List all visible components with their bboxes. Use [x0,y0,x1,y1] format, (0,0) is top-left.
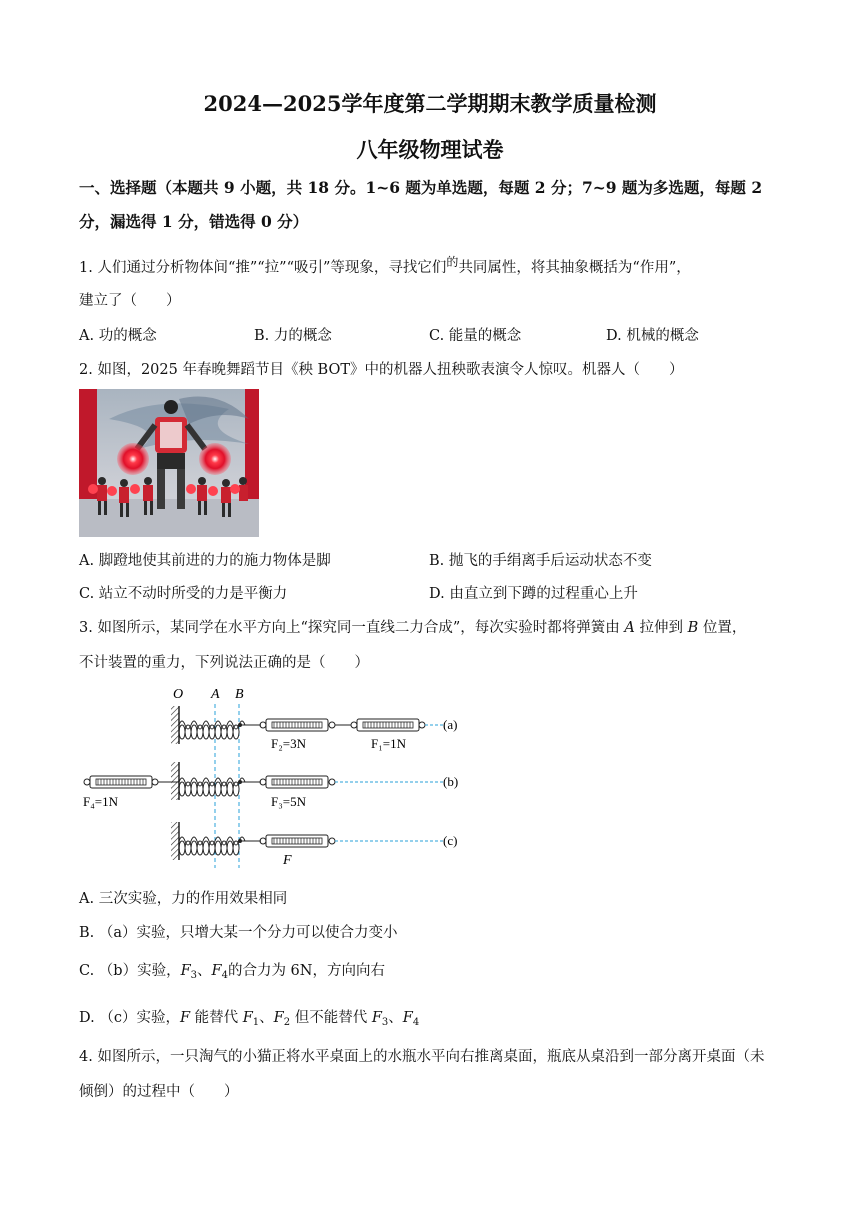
point-a-label: A [211,687,220,702]
question-3-line1: 3. 如图所示，某同学在水平方向上“探究同一直线二力合成”，每次实验时都将弹簧由 A 拉伸到 B 位置， [79,620,747,636]
row-b-label: (b) [443,774,459,789]
row-c-label: (c) [443,833,458,848]
section-heading-line2: 分，漏选得 1 分，错选得 0 分） [79,212,309,231]
question-2-text: 2. 如图，2025 年春晚舞蹈节目《秧 BOT》中的机器人扭秧歌表演令人惊叹。机器人（ ） [79,362,684,378]
question-4-line1: 4. 如图所示，一只淘气的小猫正将水平桌面上的水瓶水平向右推离桌面，瓶底从桌沿到一部分离开桌面（未 [79,1049,765,1065]
row-a-label: (a) [443,717,458,732]
question-1-line1: 1. 人们通过分析物体间“推”“拉”“吸引”等现象，寻找它们$^的$共同属性，将其抽象概括为“作用”， [79,255,691,276]
q3-option-b[interactable]: B. （a）实验，只增大某一个分力可以使合力变小 [79,925,398,941]
robot-dance-photo [79,389,259,537]
question-1-line2: 建立了（ ） [79,293,181,309]
f2-label: F₂=3N [271,736,306,751]
section-heading [79,171,789,239]
point-b-label: B [235,687,244,702]
q2-option-c[interactable]: C. 站立不动时所受的力是平衡力 [79,586,288,602]
f1-label: F₁=1N [371,736,406,751]
q2-option-d[interactable]: D. 由直立到下蹲的过程重心上升 [429,586,638,602]
q1-option-c[interactable]: C. 能量的概念 [429,328,522,344]
exam-subtitle: 八年级物理试卷 [356,137,504,162]
exam-title: 2024—2025学年度第二学期期末教学质量检测 [203,91,657,116]
q1-option-b[interactable]: B. 力的概念 [254,328,332,344]
point-o-label: O [173,687,184,702]
f3-label: F₃=5N [271,794,306,809]
q3-option-c[interactable]: C. （b）实验，$F_3$、$F_4$的合力为 6N，方向向右 [79,963,385,981]
q3-option-d[interactable]: D. （c）实验，F 能替代 $F_1$、$F_2$ 但不能替代 $F_3$、$F_4$ [79,1010,420,1028]
q2-option-b[interactable]: B. 抛飞的手绢离手后运动状态不变 [429,553,652,569]
q1-option-a[interactable]: A. 功的概念 [79,328,157,344]
f4-label: F₄=1N [83,794,118,809]
force-composition-diagram [79,682,469,872]
q1-option-d[interactable]: D. 机械的概念 [606,328,699,344]
q3-option-a[interactable]: A. 三次实验，力的作用效果相同 [79,891,288,907]
f-label: F [283,853,292,868]
q2-option-a[interactable]: A. 脚蹬地使其前进的力的施力物体是脚 [79,553,331,569]
question-4-line2: 倾倒）的过程中（ ） [79,1084,239,1100]
question-3-line2: 不计装置的重力，下列说法正确的是（ ） [79,655,369,671]
section-heading-line1: 一、选择题（本题共 9 小题，共 18 分。1~6 题为单选题，每题 2 分；7~9 题为多选题，每题 2 [79,178,763,197]
